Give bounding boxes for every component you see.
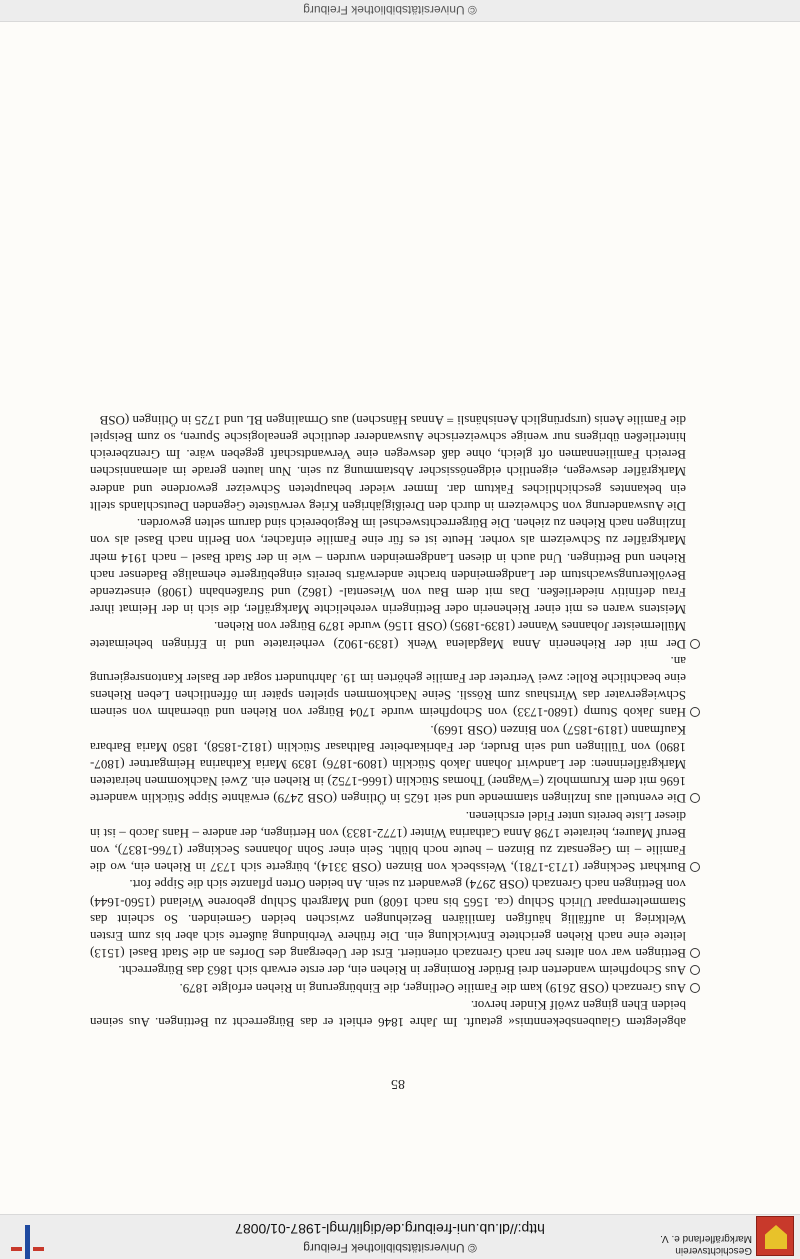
bulleted-paragraph: Der mit der Riehenerin Anna Magdalena Wenk (1839-1902) verheiratete und in Efringen beheimatete Müllermeister Johannes Wanner (1839-1895) (OSB 1156) wurde 1879 Bürger von Riehen.: [90, 618, 700, 652]
bulleted-paragraph: Burkhart Seckinger (1713-1781), Weissbeck von Binzen (OSB 3314), bürgerte sich 1737 in Riehen ein, wo die Familie – im Gegensatz zu Binzen – heute noch blüht. Sein einer Sohn Johannes Seckinger (1766-1837), von Beruf Maurer, heiratete 1798 Anna Catharina Winter (1772-1833) von Hertingen, der andere – Hans Jacob – ist in dieser Liste bereits unter Fidel erschienen.: [90, 807, 700, 876]
coat-of-arms-icon: [756, 1216, 794, 1256]
body-text: [90, 412, 700, 1031]
bulleted-paragraph: Hans Jakob Stump (1680-1733) von Schopfheim wurde 1704 Bürger von Riehen und übernahm von seinem Schwiegervater das Wirtshaus zum Rössli. Seine Nachkommen spielten später im öffentlichen Leben Riehens eine beachtliche Rolle: zwei Vertreter der Familie gehörten im 19. Jahrhundert sogar der Basler Kantonsregierung an.: [90, 653, 700, 722]
paragraph: Meistens waren es mit einer Riehenerin oder Bettingerin verehelichte Markgräfler, die sich in der Heimat ihrer Frau definitiv niederließen. Das mit dem Bau von Wiesental- (1862) und Straßenbahn (1908) einsetzende Bevölkerungswachstum der Landgemeinden brachte anderwärts bereits eingebürgerte ehemalige Badenser nach Riehen und Bettingen. Und auch in diesen Landgemeinden wurden – wie in der Stadt Basel – nach 1914 mehr Markgräfler zu Schweizern als vorher. Heute ist es für eine Familie einfacher, von Berlin nach Basel als von Inzlingen nach Riehen zu ziehen. Die Bürgerrechtswechsel im Regiobereich sind darum selten geworden.: [90, 516, 686, 618]
library-logo-icon: [8, 1215, 48, 1259]
document-url-link[interactable]: http://dl.ub.uni-freiburg.de/diglit/mgl-1987-01/0087: [235, 1221, 545, 1237]
society-name: Geschichtsverein Markgräflerland e. V.: [660, 1233, 752, 1256]
library-header-bar: [0, 1214, 800, 1259]
paragraph: abgelegtem Glaubensbekenntnis« getauft. Im Jahre 1846 erhielt er das Bürgerrecht zu Bettingen. Aus seinen beiden Ehen gingen zwölf Kinder hervor.: [90, 997, 686, 1030]
page-number: 85: [391, 1076, 405, 1091]
library-credit: © Universitätsbibliothek Freiburg: [303, 1241, 477, 1255]
bulleted-paragraph: Aus Schopfheim wanderten drei Brüder Rominger in Riehen ein, der erste erwarb sich 1863 das Bürgerrecht.: [90, 962, 700, 979]
paragraph: Die Auswanderung von Schweizern in durch den Dreißigjährigen Krieg verwüstete Gegenden Deutschlands stellt ein bekanntes geschichtliches Faktum dar. Immer wieder behaupteten Schweizer gewordene und andere Markgräfler deswegen, eigentlich eidgenössischer Abstammung zu sein. Nun lauten gerade im alemannischen Bereich Familiennamen oft gleich, ohne daß deswegen eine Verwandtschaft gegeben wäre. Im Grenzbereich hinterließen übrigens nur wenige schweizerische Auswanderer deutliche genealogische Spuren, so zum Beispiel die Familie Aenis (ursprünglich Aenishänsli = Annas Hänschen) aus Ormalingen BL und 1725 in Ötlingen (OSB: [90, 412, 686, 514]
bulleted-paragraph: Aus Grenzach (OSB 2619) kam die Familie Oetlinger, die Einbürgerung in Riehen erfolgte 1879.: [90, 979, 700, 996]
bulleted-paragraph: Die eventuell aus Inzlingen stammende und seit 1625 in Ötlingen (OSB 2479) erwähnte Sippe Stücklin wanderte 1696 mit dem Krummholz (=Wagner) Thomas Stücklin (1666-1752) in Riehen ein. Zwei Nachkommen heirateten Markgräflerinnen: der Landwirt Johann Jakob Stücklin (1809-1876) 1839 Maria Katharina Heimgartner (1807-1890) von Tüllingen und sein Bruder, der Fabrikarbeiter Balthasar Stücklin (1812-1858), 1850 Maria Barbara Kaufmann (1819-1857) von Binzen (OSB 1669).: [90, 721, 700, 807]
footer-library-credit: © Universitätsbibliothek Freiburg: [303, 3, 477, 17]
library-footer-bar: [0, 0, 800, 22]
bulleted-paragraph: Bettingen war von alters her nach Grenzach orientiert. Erst der Uebergang des Dorfes an die Stadt Basel (1513) leitete eine nach Riehen gerichtete Entwicklung ein. Die frühere Verbindung äußerte sich aber bis zum Ersten Weltkrieg in auffällig häufigen familiären Beziehungen zwischen beiden Gemeinden. So scheint das Stammelternpaar Ulrich Schlup (ca. 1565 bis nach 1608) und Margreth Schlup geborene Wieland (1560-1644) von Bettingen nach Grenzach (OSB 2974) gewandert zu sein. An beiden Orten pflanzte sich die Sippe fort.: [90, 876, 700, 962]
